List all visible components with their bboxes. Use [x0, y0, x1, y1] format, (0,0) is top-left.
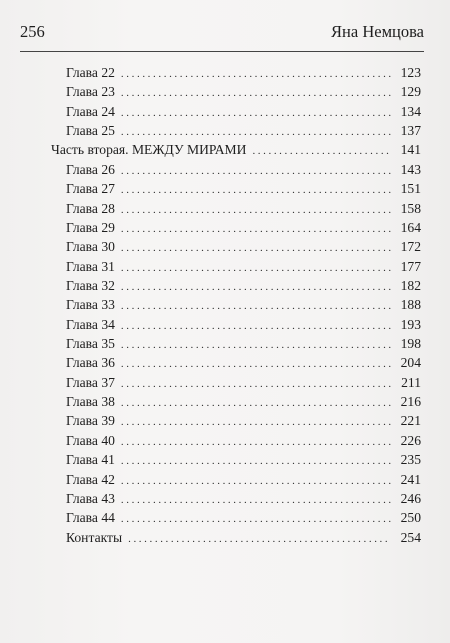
- toc-entry-title: Глава 30: [66, 239, 115, 255]
- toc-entry-page: 177: [400, 258, 421, 274]
- toc-entry-title: Глава 43: [66, 490, 115, 506]
- toc-entry-title: Глава 29: [66, 219, 115, 235]
- toc-entry: [51, 257, 421, 276]
- toc-entry-title: Глава 39: [66, 413, 115, 429]
- toc-entry-title: Глава 23: [66, 84, 115, 100]
- toc-entry: [51, 373, 421, 392]
- toc-entry-title: Глава 22: [66, 65, 115, 80]
- toc-entry-page: 254: [400, 529, 421, 545]
- toc-entry-page: 198: [400, 336, 421, 352]
- toc-entry: [51, 334, 421, 353]
- toc-entry-page: 204: [400, 355, 421, 371]
- toc-entry: [51, 450, 421, 469]
- toc-entry-title: Глава 34: [66, 316, 115, 332]
- toc-entry-page: 193: [400, 316, 421, 332]
- toc-entry: [51, 528, 421, 547]
- toc-entry-title: Глава 36: [66, 355, 115, 371]
- toc-entry: [51, 102, 421, 121]
- toc-entry-page: 143: [400, 161, 421, 177]
- page-number: 256: [20, 22, 45, 41]
- toc-entry: [51, 179, 421, 198]
- toc-entry-page: 216: [400, 394, 421, 410]
- toc-entry: [51, 121, 421, 140]
- toc-entry-title: Глава 40: [66, 432, 115, 448]
- toc-entry: [51, 276, 421, 295]
- toc-entry-page: 123: [400, 65, 421, 80]
- toc-entry-title: Глава 28: [66, 200, 115, 216]
- toc-entry-page: 172: [400, 239, 421, 255]
- toc-entry-page: 221: [400, 413, 421, 429]
- toc-entry-title: Глава 38: [66, 394, 115, 410]
- table-of-contents: [51, 63, 421, 547]
- toc-entry-page: 151: [400, 181, 421, 197]
- toc-entry: [51, 489, 421, 508]
- toc-entry-title: Глава 27: [66, 181, 115, 197]
- toc-entry: [51, 218, 421, 237]
- toc-entry-title: Контакты: [66, 529, 123, 545]
- toc-entry-title: Глава 31: [66, 258, 115, 274]
- toc-entry-page: 246: [400, 490, 421, 506]
- toc-entry: [51, 470, 421, 489]
- toc-entry: [51, 353, 421, 372]
- toc-entry: [51, 392, 421, 411]
- toc-entry-page: 211: [401, 374, 421, 390]
- toc-entry: [51, 508, 421, 527]
- running-header: [20, 22, 424, 46]
- toc-entry: [51, 63, 421, 82]
- toc-entry: [51, 431, 421, 450]
- running-head-author: Яна Немцова: [331, 22, 424, 41]
- toc-entry-page: 226: [400, 432, 421, 448]
- toc-entry-page: 188: [400, 297, 421, 313]
- toc-entry-title: Глава 26: [66, 161, 115, 177]
- toc-entry-page: 164: [400, 219, 421, 235]
- toc-entry-page: 137: [400, 123, 421, 139]
- toc-part-entry: [51, 140, 421, 159]
- toc-entry: [51, 315, 421, 334]
- toc-entry-title: Глава 44: [66, 510, 115, 526]
- toc-entry-title: Глава 33: [66, 297, 115, 313]
- toc-entry-title: Глава 37: [66, 374, 115, 390]
- toc-entry-title: Глава 41: [66, 452, 115, 468]
- toc-entry-title: Часть вторая. МЕЖДУ МИРАМИ: [51, 142, 247, 158]
- toc-entry-page: 182: [400, 277, 421, 293]
- toc-entry-page: 134: [400, 103, 421, 119]
- toc-entry-title: Глава 25: [66, 123, 115, 139]
- toc-entry: [51, 411, 421, 430]
- toc-entry: [51, 295, 421, 314]
- toc-entry-page: 241: [400, 471, 421, 487]
- toc-entry-page: 250: [400, 510, 421, 526]
- toc-entry-page: 141: [400, 142, 421, 158]
- toc-entry-page: 235: [400, 452, 421, 468]
- toc-entry-title: Глава 32: [66, 277, 115, 293]
- dot-leader: [128, 530, 391, 549]
- header-rule: [20, 51, 424, 52]
- toc-entry-page: 158: [400, 200, 421, 216]
- toc-entry: [51, 160, 421, 179]
- toc-entry: [51, 199, 421, 218]
- toc-entry-title: Глава 42: [66, 471, 115, 487]
- toc-entry: [51, 237, 421, 256]
- toc-entry-title: Глава 24: [66, 103, 115, 119]
- toc-entry-page: 129: [400, 84, 421, 100]
- toc-entry: [51, 82, 421, 101]
- toc-entry-title: Глава 35: [66, 336, 115, 352]
